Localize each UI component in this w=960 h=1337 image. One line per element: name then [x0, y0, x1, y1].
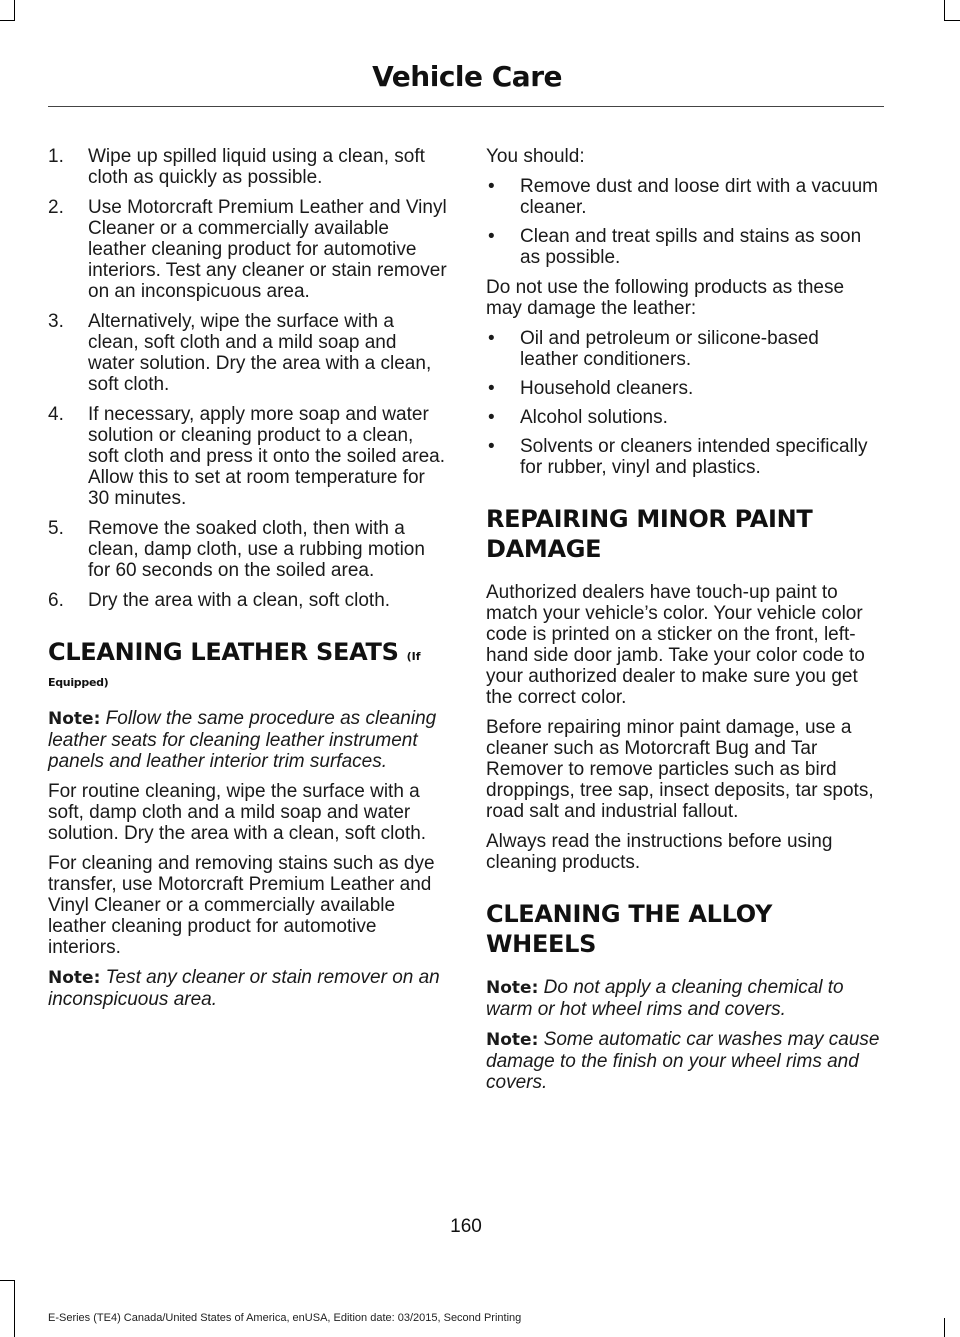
crop-mark-bottom-left-vertical — [14, 1280, 15, 1337]
heading-line: CLEANING THE ALLOY — [486, 900, 773, 928]
step-number: 6. — [48, 590, 64, 611]
step-text: If necessary, apply more soap and water solution or cleaning product to a clean, soft cloth and press it onto the soiled area. Allow this to set at room temperature for 30 minutes. — [88, 404, 445, 509]
note-text: Do not apply a cleaning chemical to warm or hot wheel rims and covers. — [486, 977, 844, 1020]
step-item — [48, 311, 448, 395]
note-text: Follow the same procedure as cleaning leather seats for cleaning leather instrument panels and leather interior trim surfaces. — [48, 708, 437, 772]
heading-repairing-minor-paint-damage — [486, 504, 880, 564]
step-text: Alternatively, wipe the surface with a clean, soft cloth and a mild soap and water solution. Dry the area with a clean, soft cloth. — [88, 311, 432, 395]
note-paragraph — [486, 1029, 880, 1093]
page-number: 160 — [450, 1216, 482, 1237]
step-number: 4. — [48, 404, 64, 425]
left-column — [48, 146, 448, 1019]
crop-mark-top-left-vertical — [14, 0, 15, 20]
body-paragraph: Before repairing minor paint damage, use a cleaner such as Motorcraft Bug and Tar Remover to remove particles such as bird droppings, tree sap, insect deposits, tar spots, road salt and industrial fallout. — [486, 717, 874, 822]
list-item — [486, 436, 880, 478]
crop-mark-bottom-left-horizontal — [0, 1280, 15, 1281]
list-item — [486, 407, 880, 428]
list-item-text: Alcohol solutions. — [520, 407, 668, 428]
heading-line: REPAIRING MINOR PAINT — [486, 505, 813, 533]
note-paragraph — [486, 977, 880, 1020]
right-column — [486, 146, 880, 1102]
heading-cleaning-leather-seats — [48, 637, 448, 690]
note-label: Note: — [48, 968, 101, 988]
body-paragraph: Authorized dealers have touch-up paint to match your vehicle’s color. Your vehicle color code is printed on a sticker on the front, left-hand side door jamb. Take your color code to your authorized dealer to make sure you get the correct color. — [486, 582, 865, 708]
list-item — [486, 378, 880, 399]
note-text: Test any cleaner or stain remover on an inconspicuous area. — [48, 967, 440, 1010]
header-rule — [48, 106, 884, 107]
list-item-text: Clean and treat spills and stains as soon as possible. — [520, 226, 862, 268]
step-item — [48, 197, 448, 302]
heading-suffix-equipped: Equipped) — [48, 676, 109, 689]
crop-mark-bottom-right-vertical — [944, 1318, 945, 1337]
bullet-icon: • — [488, 436, 495, 457]
cleaning-steps-list — [48, 146, 448, 611]
step-text: Remove the soaked cloth, then with a clean, damp cloth, use a rubbing motion for 60 seconds on the soiled area. — [88, 518, 425, 581]
crop-mark-top-right-vertical — [944, 0, 945, 20]
note-paragraph — [48, 967, 448, 1010]
body-paragraph: Do not use the following products as these may damage the leather: — [486, 277, 845, 319]
should-list — [486, 176, 880, 268]
body-paragraph: Always read the instructions before using cleaning products. — [486, 831, 833, 873]
list-item-text: Remove dust and loose dirt with a vacuum cleaner. — [520, 176, 879, 218]
bullet-icon: • — [488, 407, 495, 428]
note-label: Note: — [486, 978, 539, 998]
step-text: Wipe up spilled liquid using a clean, soft cloth as quickly as possible. — [88, 146, 425, 188]
heading-line: WHEELS — [486, 930, 597, 958]
step-text: Dry the area with a clean, soft cloth. — [88, 590, 391, 611]
bullet-icon: • — [488, 226, 495, 247]
heading-line: DAMAGE — [486, 535, 602, 563]
body-paragraph: For cleaning and removing stains such as dye transfer, use Motorcraft Premium Leather and Vinyl Cleaner or a commercially available leather cleaning product for automotive interiors. — [48, 853, 435, 958]
list-item — [486, 176, 880, 218]
list-item — [486, 226, 880, 268]
edition-footer: E-Series (TE4) Canada/United States of America, enUSA, Edition date: 03/2015, Second Printing — [48, 1312, 522, 1324]
list-item — [486, 328, 880, 370]
bullet-icon: • — [488, 328, 495, 349]
note-text: Some automatic car washes may cause damage to the finish on your wheel rims and covers. — [486, 1029, 880, 1093]
step-text: Use Motorcraft Premium Leather and Vinyl Cleaner or a commercially available leather cleaning product for automotive interiors. Test any cleaner or stain remover on an inconspicuous area. — [88, 197, 447, 302]
body-paragraph: You should: — [486, 146, 585, 167]
page-section-title: Vehicle Care — [372, 60, 562, 93]
step-item — [48, 146, 448, 188]
do-not-use-list — [486, 328, 880, 478]
body-paragraph: For routine cleaning, wipe the surface with a soft, damp cloth and a mild soap and water solution. Dry the area with a clean, soft cloth. — [48, 781, 427, 844]
list-item-text: Household cleaners. — [520, 378, 694, 399]
list-item-text: Solvents or cleaners intended specifically for rubber, vinyl and plastics. — [520, 436, 868, 478]
note-label: Note: — [48, 709, 101, 729]
bullet-icon: • — [488, 176, 495, 197]
step-number: 5. — [48, 518, 64, 539]
step-number: 3. — [48, 311, 64, 332]
crop-mark-top-left-horizontal — [0, 20, 15, 21]
heading-cleaning-alloy-wheels — [486, 899, 880, 959]
crop-mark-top-right-horizontal — [944, 20, 960, 21]
note-paragraph — [48, 708, 448, 772]
step-number: 1. — [48, 146, 64, 167]
list-item-text: Oil and petroleum or silicone-based leather conditioners. — [520, 328, 819, 370]
heading-text: CLEANING LEATHER SEATS — [48, 638, 399, 666]
step-number: 2. — [48, 197, 64, 218]
step-item — [48, 518, 448, 581]
bullet-icon: • — [488, 378, 495, 399]
note-label: Note: — [486, 1030, 539, 1050]
step-item — [48, 590, 448, 611]
heading-suffix: (If — [406, 650, 421, 663]
step-item — [48, 404, 448, 509]
